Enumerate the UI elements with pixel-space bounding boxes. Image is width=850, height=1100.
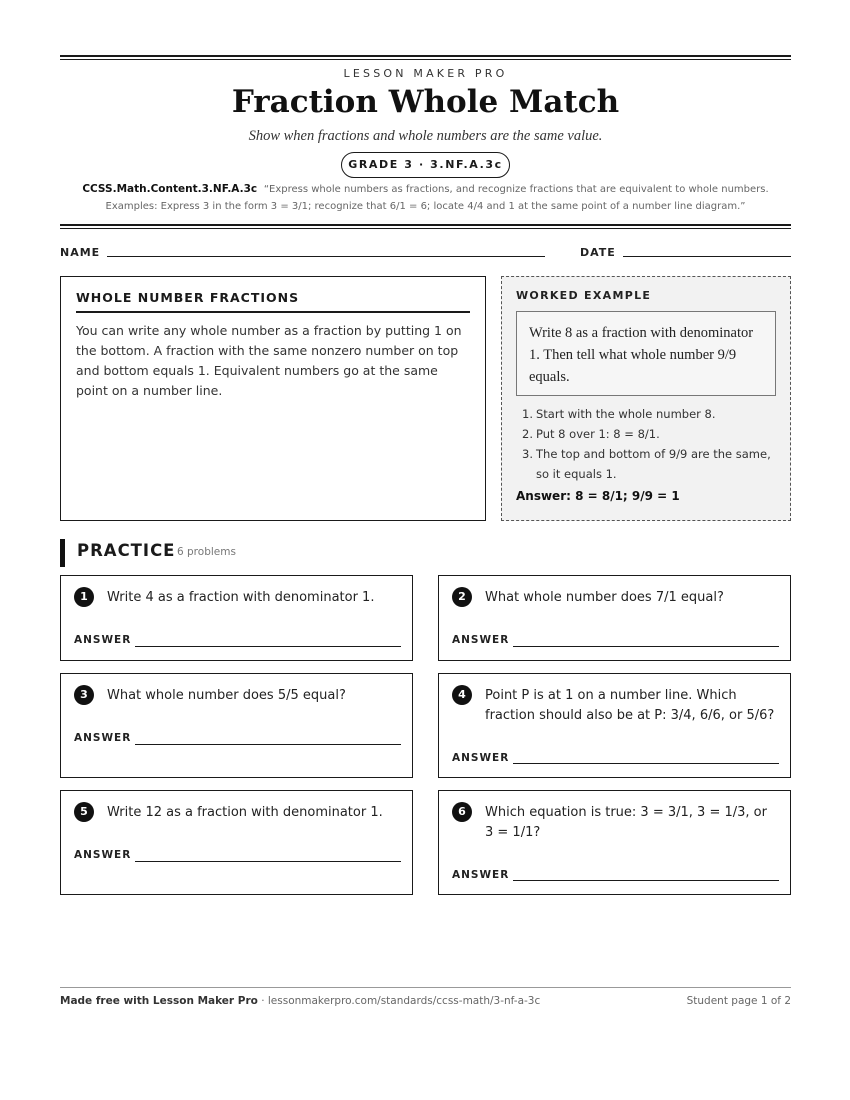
footer-url[interactable]: · lessonmakerpro.com/standards/ccss-math/3-nf-a-3c [257,995,541,1007]
answer-field[interactable] [135,646,401,647]
practice-title: PRACTICE [77,541,176,560]
answer-label: ANSWER [452,869,510,881]
practice-count: 6 problems [177,546,236,558]
answer-label: ANSWER [452,634,510,646]
answer-field[interactable] [513,880,779,881]
footer-rule [60,987,791,988]
step-number: 2. [522,427,533,441]
header-bottom-double-rule [60,224,791,226]
problem-question: Write 4 as a fraction with denominator 1. [107,590,375,605]
footer-brand: Made free with Lesson Maker Pro [60,995,258,1007]
answer-field[interactable] [135,861,401,862]
concept-body: You can write any whole number as a fraction by putting 1 on the bottom. A fraction with the same nonzero number on top and bottom equals 1. Equivalent numbers go at the same point on a number line. [76,323,462,398]
concept-box [60,276,486,521]
name-label: NAME [60,246,101,259]
problem-question: What whole number does 7/1 equal? [485,590,724,605]
problem-card [438,790,791,895]
problem-number-badge: 5 [74,802,94,822]
answer-label: ANSWER [452,752,510,764]
standard-quote: “Express whole numbers as fractions, and recognize fractions that are equivalent to whole numbers. Examples: Express 3 in the form 3 = 3/1; recognize that 6/1 = 6; locate 4/4 and 1 at the same point of a number line diagram.” [105,184,769,212]
grade-standard-badge: GRADE 3 · 3.NF.A.3c [341,152,510,178]
problem-card [438,673,791,778]
problem-card [60,673,413,778]
step-number: 1. [522,407,533,421]
standard-description [60,181,791,215]
date-field[interactable] [623,256,791,257]
footer-page-number: Student page 1 of 2 [686,995,791,1007]
step-number: 3. [522,447,533,461]
page-title: Fraction Whole Match [231,84,620,120]
problem-question: What whole number does 5/5 equal? [107,688,346,703]
problem-number-badge: 2 [452,587,472,607]
problem-number-badge: 3 [74,685,94,705]
concept-title: WHOLE NUMBER FRACTIONS [76,290,470,313]
worked-example-problem: Write 8 as a fraction with denominator 1. Then tell what whole number 9/9 equals. [516,311,776,396]
student-info-row [60,246,791,262]
worked-example-box [501,276,791,521]
worked-step [516,444,776,484]
problem-question: Point P is at 1 on a number line. Which fraction should also be at P: 3/4, 6/6, or 5/6? [485,688,775,723]
step-text: The top and bottom of 9/9 are the same, so it equals 1. [536,447,771,481]
problem-number-badge: 1 [74,587,94,607]
top-double-rule [60,55,791,57]
brand-name: LESSON MAKER PRO [343,67,508,80]
page-subtitle: Show when fractions and whole numbers are the same value. [248,128,603,144]
problem-question: Write 12 as a fraction with denominator 1. [107,805,383,820]
answer-field[interactable] [513,763,779,764]
worked-example-title: WORKED EXAMPLE [516,289,652,302]
step-text: Start with the whole number 8. [536,407,716,421]
worked-example-steps [516,404,776,484]
problem-card [60,575,413,661]
standard-code: CCSS.Math.Content.3.NF.A.3c [82,183,258,195]
answer-label: ANSWER [74,849,132,861]
worksheet-page [60,0,791,1100]
date-label: DATE [580,246,616,259]
problem-card [438,575,791,661]
answer-label: ANSWER [74,732,132,744]
step-text: Put 8 over 1: 8 = 8/1. [536,427,660,441]
worked-example-answer: Answer: 8 = 8/1; 9/9 = 1 [516,489,680,503]
worked-step [516,424,776,444]
practice-accent-bar [60,539,65,567]
problem-card [60,790,413,895]
answer-label: ANSWER [74,634,132,646]
problem-number-badge: 6 [452,802,472,822]
problem-question: Which equation is true: 3 = 3/1, 3 = 1/3, or 3 = 1/1? [485,805,767,840]
answer-field[interactable] [135,744,401,745]
footer-credit [60,995,540,1007]
problem-number-badge: 4 [452,685,472,705]
name-field[interactable] [107,256,545,257]
answer-field[interactable] [513,646,779,647]
worked-step [516,404,776,424]
